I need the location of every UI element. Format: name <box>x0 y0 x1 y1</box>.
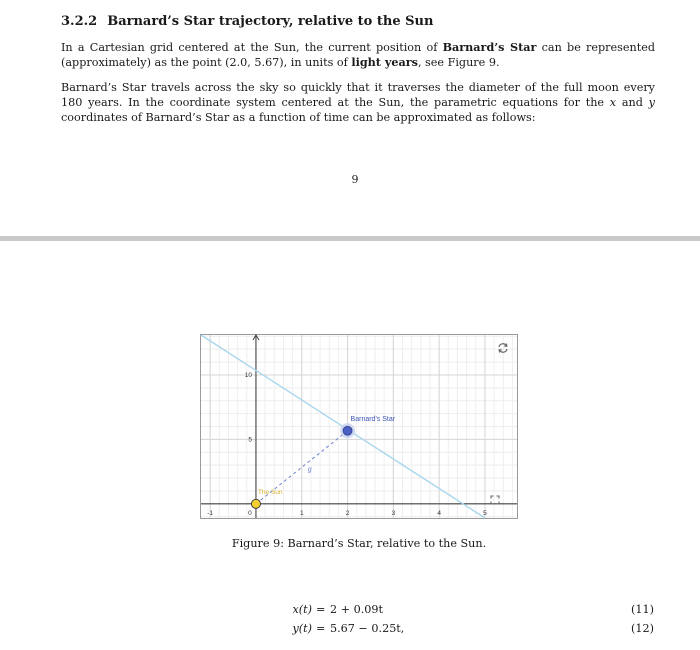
para1-text-3: , see Figure 9. <box>417 56 500 69</box>
barnards-star-point[interactable] <box>343 426 352 435</box>
para2-text-1: Barnard’s Star travels across the sky so quickly that it traverses the diameter of the full moon every 180 years. In the coordinate system centered at the Sun, the parametric equations for the <box>61 81 655 109</box>
para2-text-2: and <box>616 96 649 109</box>
grid-minor <box>201 335 517 518</box>
para1-text-1: In a Cartesian grid centered at the Sun, the current position of <box>61 41 443 54</box>
equation-11 <box>0 603 700 621</box>
section-heading <box>61 14 433 29</box>
sun-point[interactable] <box>251 499 260 508</box>
eq11-equals: = <box>316 603 326 616</box>
figure-plot[interactable] <box>200 334 518 519</box>
section-number: 3.2.2 <box>61 14 98 29</box>
x-tick-label: 2 <box>345 509 350 517</box>
segment-label: g <box>307 466 312 474</box>
eq12-equals: = <box>316 622 326 635</box>
paragraph-1 <box>61 40 655 70</box>
eq12-lhs: y(t) <box>292 622 312 635</box>
section-title: Barnard’s Star trajectory, relative to the Sun <box>107 14 434 29</box>
y-tick-label: 5 <box>248 436 252 444</box>
para1-text-2: can be represented (approximately) as the point (2.0, 5.67), in units of <box>61 41 655 69</box>
para2-var-x: x <box>609 96 617 109</box>
eq11-number: (11) <box>631 603 654 616</box>
figure-9 <box>200 334 518 519</box>
x-tick-label: 5 <box>483 509 487 517</box>
para2-var-y: y <box>648 96 655 109</box>
sun-label: The Sun <box>257 488 283 496</box>
page-top <box>0 0 700 236</box>
para1-bold-barnards-star: Barnard’s Star <box>442 40 537 54</box>
x-tick-label: 0 <box>248 509 252 517</box>
y-tick-label: 10 <box>244 371 252 379</box>
equation-12 <box>0 622 700 640</box>
para1-bold-light-years: light years <box>351 55 418 69</box>
para2-text-3: coordinates of Barnard’s Star as a function of time can be approximated as follows: <box>61 111 536 124</box>
eq11-rhs: 2 + 0.09t <box>330 603 384 616</box>
paragraph-2 <box>61 80 655 125</box>
x-tick-label: 3 <box>391 509 396 517</box>
eq12-number: (12) <box>631 622 654 635</box>
figure-caption: Figure 9: Barnard’s Star, relative to the Sun. <box>231 537 487 550</box>
x-tick-label: 1 <box>299 509 304 517</box>
x-tick-label: -1 <box>207 509 214 517</box>
page-number: 9 <box>351 173 359 186</box>
barnards-star-label: Barnard's Star <box>350 415 396 423</box>
x-tick-label: 4 <box>437 509 441 517</box>
eq11-lhs: x(t) <box>292 603 312 616</box>
eq12-rhs: 5.67 − 0.25t, <box>330 622 405 635</box>
